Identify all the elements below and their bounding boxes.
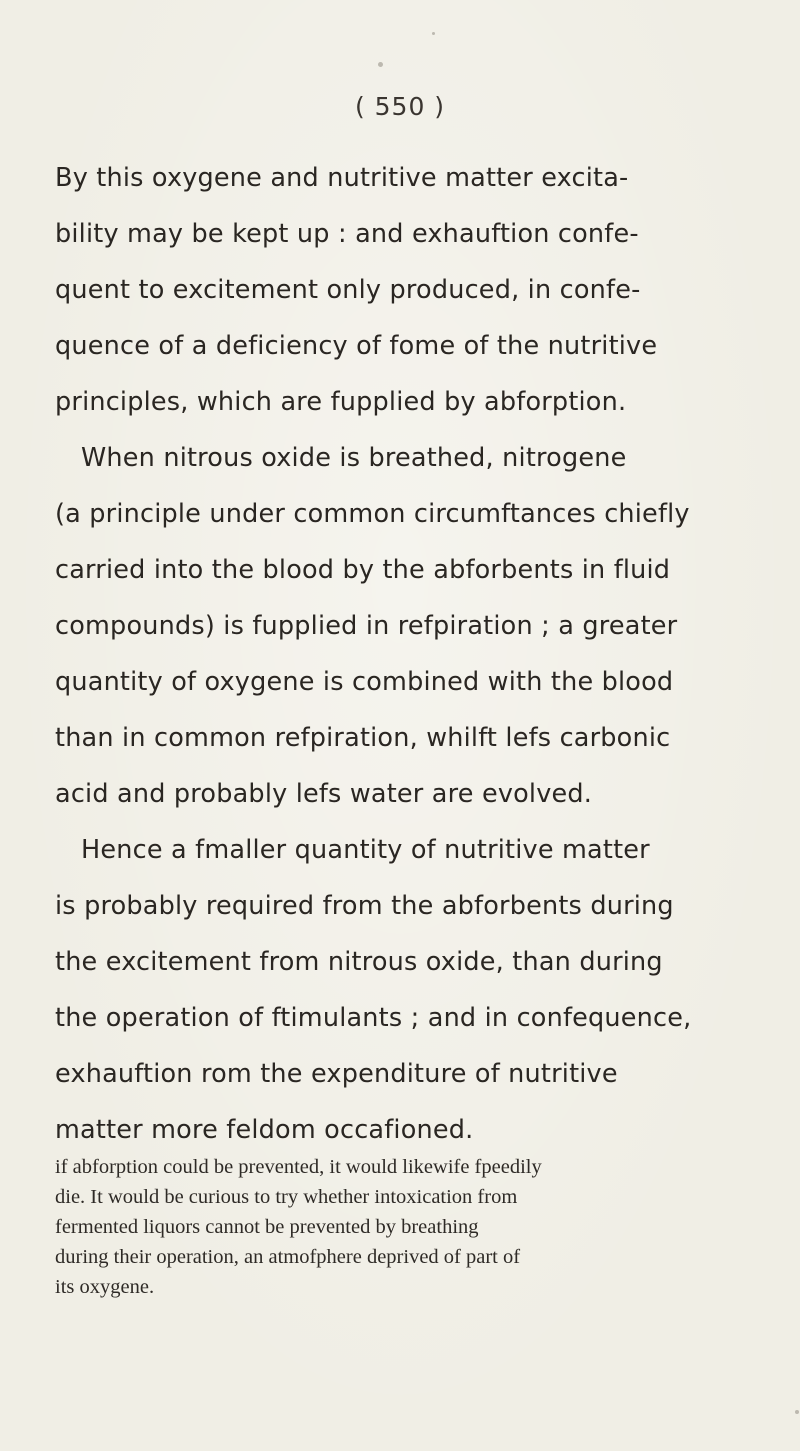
body-line: When nitrous oxide is breathed, nitrogene [81,443,627,473]
footnote-line: its oxygene. [55,1276,155,1298]
footnote-line: die. It would be curious to try whether intoxication from [55,1186,518,1208]
paper-speck [795,1410,799,1414]
body-line: quantity of oxygene is combined with the blood [55,667,674,697]
body-line: the operation of ftimulants ; and in confequence, [55,1003,692,1033]
body-line: is probably required from the abforbents during [55,891,674,921]
body-line: quent to excitement only produced, in confe- [55,275,641,305]
body-line: the excitement from nitrous oxide, than during [55,947,663,977]
body-line: Hence a fmaller quantity of nutritive matter [81,835,650,865]
footnote [55,1152,773,1302]
page-number: ( 550 ) [354,92,446,121]
paper-speck [378,62,383,67]
body-line: carried into the blood by the abforbents in fluid [55,555,671,585]
body-line: (a principle under common circumftances chiefly [55,499,690,529]
body-line: quence of a deficiency of fome of the nutritive [55,331,658,361]
footnote-line: during their operation, an atmofphere deprived of part of [55,1246,521,1268]
paper-speck [432,32,435,35]
body-line: matter more feldom occafioned. [55,1115,474,1145]
body-text [55,150,773,1158]
body-line: than in common refpiration, whilft lefs carbonic [55,723,671,753]
body-line: exhauftion rom the expenditure of nutritive [55,1059,618,1089]
body-line: bility may be kept up : and exhauftion confe- [55,219,639,249]
footnote-line: fermented liquors cannot be prevented by breathing [55,1216,479,1238]
body-line: By this oxygene and nutritive matter excita- [55,163,629,193]
footnote-line: if abforption could be prevented, it would likewife fpeedily [55,1156,542,1178]
body-line: acid and probably lefs water are evolved. [55,779,593,809]
body-line: principles, which are fupplied by abforption. [55,387,627,417]
body-line: compounds) is fupplied in refpiration ; a greater [55,611,678,641]
